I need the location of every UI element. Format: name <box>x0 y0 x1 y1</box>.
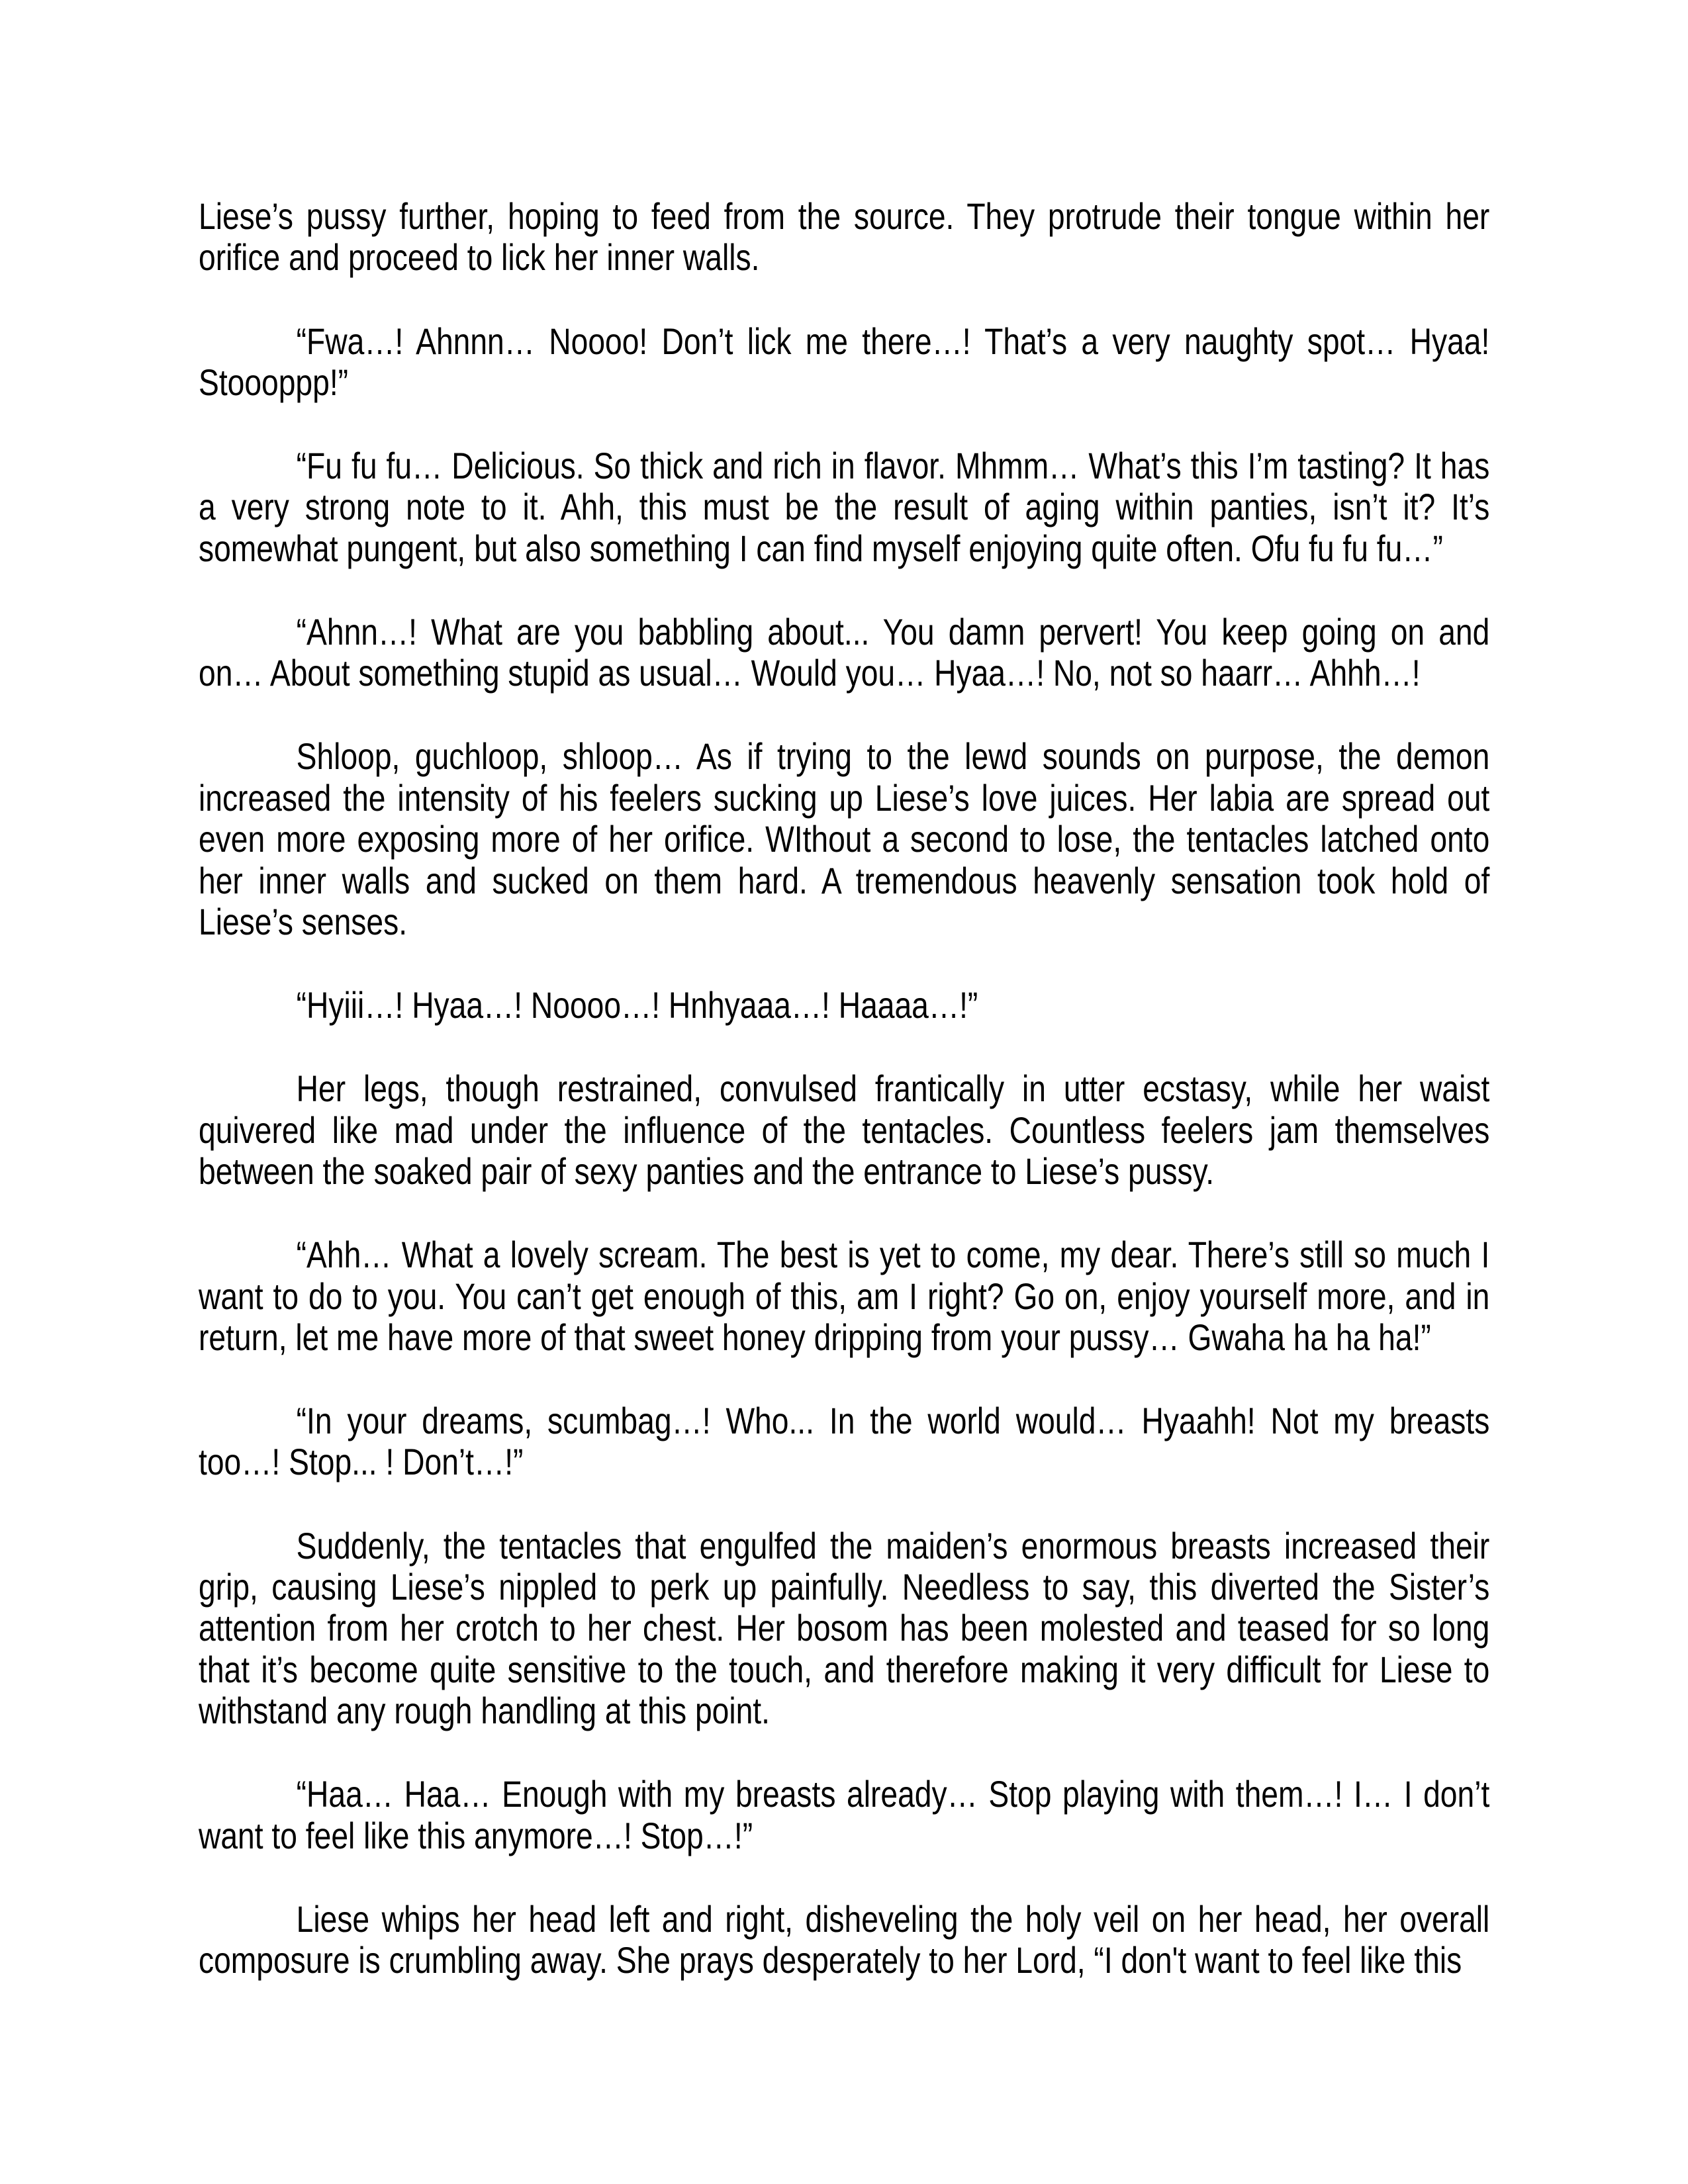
paragraph: Liese whips her head left and right, disheveling the holy veil on her head, her overall composure is crumbling away. She prays desperately to her Lord, “I don't want to feel like this <box>199 1897 1490 1981</box>
text-content <box>199 196 1489 2023</box>
paragraph: “Fwa…! Ahnnn… Noooo! Don’t lick me there…! That’s a very naughty spot… Hyaa! Stoooppp!” <box>199 320 1490 403</box>
paragraph: Suddenly, the tentacles that engulfed the maiden’s enormous breasts increased their grip, causing Liese’s nippled to perk up painfully. Needless to say, this diverted the Sister’s attention from her crotch to her chest. Her bosom has been molested and teased for so long that it’s become quite sensitive to the touch, and therefore making it very difficult for Liese to withstand any rough handling at this point. <box>199 1524 1490 1732</box>
paragraph: “Fu fu fu… Delicious. So thick and rich in flavor. Mhmm… What’s this I’m tasting? It has a very strong note to it. Ahh, this must be the result of aging within panties, isn’t it? It’s somewhat pungent, but also something I can find myself enjoying quite often. Ofu fu fu fu…” <box>199 445 1490 569</box>
paragraph: Shloop, guchloop, shloop… As if trying to the lewd sounds on purpose, the demon increased the intensity of his feelers sucking up Liese’s love juices. Her labia are spread out even more exposing more of her orifice. WIthout a second to lose, the tentacles latched onto her inner walls and sucked on them hard. A tremendous heavenly sensation took hold of Liese’s senses. <box>199 735 1490 943</box>
paragraph: “Hyiii…! Hyaa…! Noooo…! Hnhyaaa…! Haaaa…!” <box>296 984 978 1026</box>
paragraph: “Ahnn…! What are you babbling about... You damn pervert! You keep going on and on… About something stupid as usual… Would you… Hyaa…! No, not so haarr… Ahhh…! <box>199 610 1490 694</box>
paragraph: “Haa… Haa… Enough with my breasts already… Stop playing with them…! I… I don’t want to feel like this anymore…! Stop…!” <box>199 1773 1490 1856</box>
paragraph: “In your dreams, scumbag…! Who... In the world would… Hyaahh! Not my breasts too…! Stop... ! Don’t…!” <box>199 1400 1490 1483</box>
paragraph: Her legs, though restrained, convulsed frantically in utter ecstasy, while her waist quivered like mad under the influence of the tentacles. Countless feelers jam themselves between the soaked pair of sexy panties and the entrance to Liese’s pussy. <box>199 1068 1490 1193</box>
paragraph: “Ahh… What a lovely scream. The best is yet to come, my dear. There’s still so much I want to do to you. You can’t get enough of this, am I right? Go on, enjoy yourself more, and in return, let me have more of that sweet honey dripping from your pussy… Gwaha ha ha ha!” <box>199 1234 1490 1358</box>
paragraph: Liese’s pussy further, hoping to feed from the source. They protrude their tongue within her orifice and proceed to lick her inner walls. <box>199 195 1490 279</box>
